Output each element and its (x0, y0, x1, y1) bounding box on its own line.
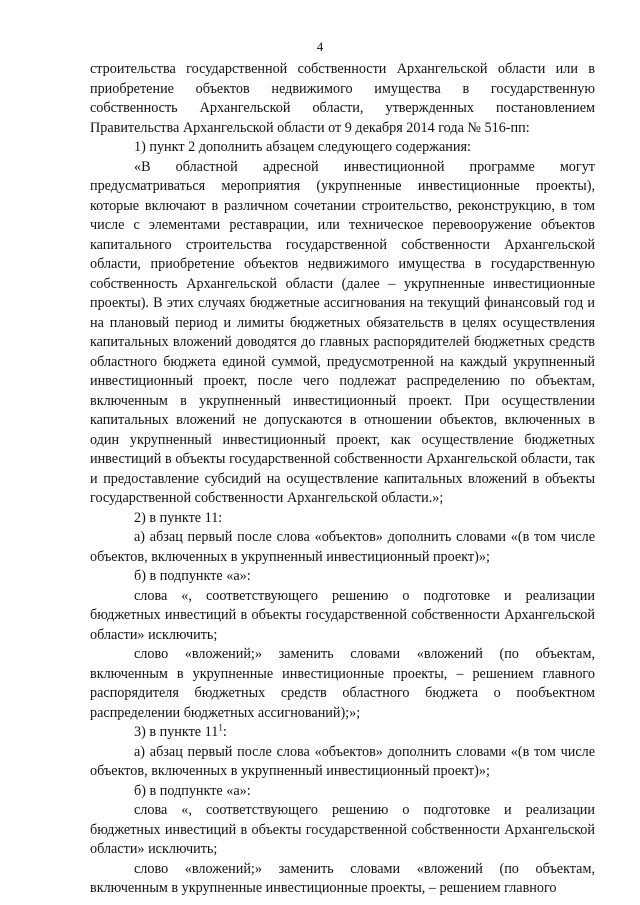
paragraph-item-2b-words: слова «, соответствующего решению о подготовке и реализации бюджетных инвестиций в объекты государственной собственности Архангельской области» исключить; (90, 587, 595, 643)
paragraph-quoted-amendment: «В областной адресной инвестиционной программе могут предусматриваться мероприятия (укрупненные инвестиционные проекты), которые включают в различном сочетании строительство, реконструкцию, в том числе с элементами реставрации, или техническое перевооружение объектов капитального строительства государственной собственности Архангельской области, приобретение объектов недвижимого имущества в государственную собственность Архангельской области (далее – укрупненные инвестиционные проекты). В этих случаях бюджетные ассигнования на текущий финансовый год и на плановый период и лимиты бюджетных обязательств в целях осуществления капитальных вложений доводятся до главных распорядителей бюджетных средств областного бюджета единой суммой, предусмотренной на каждый укрупненный инвестиционный проект, после чего подлежат распределению по объектам, включенным в укрупненный инвестиционный проект. При осуществлении капитальных вложений не допускаются в отношении объектов, включенных в один укрупненный инвестиционный проект, как осуществление бюджетных инвестиций в объекты государственной собственности Архангельской области, так и предоставление субсидий на осуществление капитальных вложений в объекты государственной собственности Архангельской области.»; (90, 158, 595, 506)
paragraph-item-3b-words: слова «, соответствующего решению о подготовке и реализации бюджетных инвестиций в объекты государственной собственности Архангельской области» исключить; (90, 802, 595, 857)
item-3-text: 3) в пункте 11 (134, 724, 219, 740)
paragraph-item-2b-word: слово «вложений;» заменить словами «вложений (по объектам, включенным в укрупненные инвестиционные проекты, – решением главного распорядителя бюджетных средств областного бюджета о пообъектном распределении бюджетных ассигнований);»; (90, 646, 595, 721)
item-3-suffix: : (222, 724, 227, 740)
paragraph-item-2: 2) в пункте 11: (134, 509, 223, 526)
paragraph-intro-continuation: строительства государственной собственности Архангельской области или в приобретение объектов недвижимого имущества в государственную собственность Архангельской области, утвержденных постановлением Правительства Архангельской области от 9 декабря 2014 года № 516-пп: (90, 61, 595, 136)
paragraph-item-3a: а) абзац первый после слова «объектов» дополнить словами «(в том числе объектов, включенных в укрупненный инвестиционный проект)»; (90, 743, 595, 779)
paragraph-item-2b: б) в подпункте «а»: (134, 568, 251, 584)
page-number: 4 (316, 39, 324, 54)
paragraph-item-3b: б) в подпункте «а»: (134, 782, 251, 799)
item-3-superscript: 1 (218, 722, 223, 733)
paragraph-item-3b-word: слово «вложений;» заменить словами «вложений (по объектам, включенным в укрупненные инвестиционные проекты, – решением главного (90, 860, 595, 896)
paragraph-item-1: 1) пункт 2 дополнить абзацем следующего содержания: (134, 139, 471, 155)
paragraph-item-2a: а) абзац первый после слова «объектов» дополнить словами «(в том числе объектов, включенных в укрупненный инвестиционный проект)»; (90, 529, 595, 565)
paragraph-item-3 (90, 723, 595, 743)
document-body (90, 60, 595, 899)
